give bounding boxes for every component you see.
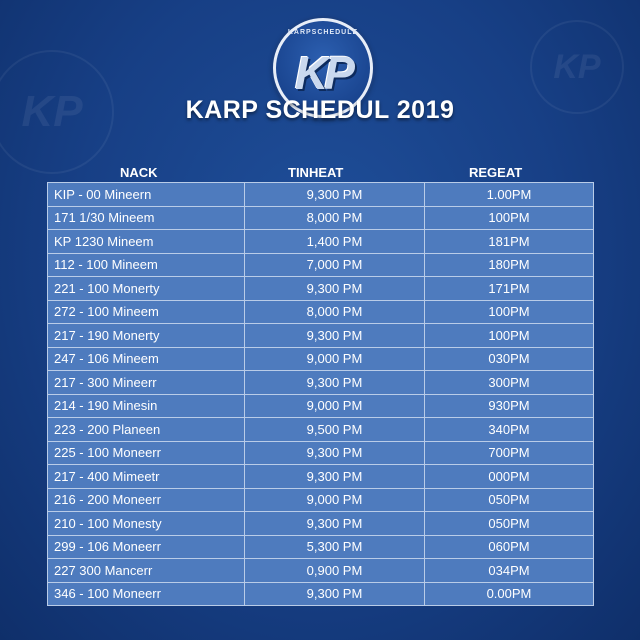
column-header-regeat: REGEAT — [469, 165, 523, 180]
cell-nack: 217 - 400 Mimeetr — [48, 465, 245, 489]
cell-nack: 214 - 190 Minesin — [48, 394, 245, 418]
cell-nack: 171 1/30 Mineem — [48, 206, 245, 230]
table-header — [47, 165, 594, 181]
cell-nack: KP 1230 Mineem — [48, 230, 245, 254]
cell-nack: 221 - 100 Monerty — [48, 277, 245, 301]
cell-tinheat: 9,300 PM — [244, 441, 424, 465]
cell-nack: 225 - 100 Moneerr — [48, 441, 245, 465]
cell-regeat: 030PM — [424, 347, 593, 371]
cell-regeat: 100PM — [424, 206, 593, 230]
logo-ring-text: KARPSCHEDULE — [287, 29, 359, 36]
cell-nack: 299 - 106 Moneerr — [48, 535, 245, 559]
cell-tinheat: 9,300 PM — [244, 183, 424, 207]
table-row — [48, 183, 594, 207]
cell-regeat: 180PM — [424, 253, 593, 277]
table-row — [48, 371, 594, 395]
cell-regeat: 034PM — [424, 559, 593, 583]
table-row — [48, 230, 594, 254]
cell-nack: 272 - 100 Mineem — [48, 300, 245, 324]
table-row — [48, 582, 594, 606]
table-row — [48, 488, 594, 512]
table-row — [48, 465, 594, 489]
cell-regeat: 100PM — [424, 324, 593, 348]
cell-nack: 217 - 300 Mineerr — [48, 371, 245, 395]
table-row — [48, 347, 594, 371]
cell-nack: 112 - 100 Mineem — [48, 253, 245, 277]
table-row — [48, 206, 594, 230]
background-watermark-logo: KP — [0, 50, 114, 174]
cell-tinheat: 9,300 PM — [244, 324, 424, 348]
logo-monogram: KP — [295, 47, 351, 99]
cell-nack: KIP - 00 Mineern — [48, 183, 245, 207]
cell-regeat: 050PM — [424, 512, 593, 536]
cell-regeat: 300PM — [424, 371, 593, 395]
schedule-table — [47, 182, 594, 606]
table-row — [48, 277, 594, 301]
cell-tinheat: 0,900 PM — [244, 559, 424, 583]
cell-nack: 223 - 200 Planeen — [48, 418, 245, 442]
cell-tinheat: 9,000 PM — [244, 347, 424, 371]
cell-tinheat: 9,000 PM — [244, 488, 424, 512]
schedule-table-body — [48, 183, 594, 606]
cell-regeat: 171PM — [424, 277, 593, 301]
cell-tinheat: 9,300 PM — [244, 582, 424, 606]
column-header-tinheat: TINHEAT — [288, 165, 344, 180]
table-row — [48, 253, 594, 277]
cell-tinheat: 9,500 PM — [244, 418, 424, 442]
table-row — [48, 324, 594, 348]
cell-regeat: 100PM — [424, 300, 593, 324]
cell-tinheat: 9,000 PM — [244, 394, 424, 418]
cell-regeat: 1.00PM — [424, 183, 593, 207]
cell-regeat: 340PM — [424, 418, 593, 442]
cell-regeat: 181PM — [424, 230, 593, 254]
cell-regeat: 930PM — [424, 394, 593, 418]
cell-regeat: 060PM — [424, 535, 593, 559]
cell-regeat: 700PM — [424, 441, 593, 465]
table-row — [48, 394, 594, 418]
table-row — [48, 418, 594, 442]
table-row — [48, 512, 594, 536]
column-header-nack: NACK — [120, 165, 158, 180]
table-row — [48, 535, 594, 559]
page-title: KARP SCHEDUL 2019 — [185, 96, 455, 124]
cell-tinheat: 7,000 PM — [244, 253, 424, 277]
cell-nack: 210 - 100 Monesty — [48, 512, 245, 536]
cell-tinheat: 9,300 PM — [244, 465, 424, 489]
cell-nack: 247 - 106 Mineem — [48, 347, 245, 371]
cell-regeat: 000PM — [424, 465, 593, 489]
cell-nack: 227 300 Mancerr — [48, 559, 245, 583]
cell-tinheat: 8,000 PM — [244, 206, 424, 230]
table-row — [48, 559, 594, 583]
cell-regeat: 0.00PM — [424, 582, 593, 606]
cell-tinheat: 9,300 PM — [244, 512, 424, 536]
cell-tinheat: 9,300 PM — [244, 371, 424, 395]
table-row — [48, 300, 594, 324]
background-watermark-logo: KP — [530, 20, 624, 114]
cell-tinheat: 1,400 PM — [244, 230, 424, 254]
cell-nack: 217 - 190 Monerty — [48, 324, 245, 348]
cell-regeat: 050PM — [424, 488, 593, 512]
table-row — [48, 441, 594, 465]
cell-nack: 346 - 100 Moneerr — [48, 582, 245, 606]
cell-tinheat: 8,000 PM — [244, 300, 424, 324]
cell-nack: 216 - 200 Moneerr — [48, 488, 245, 512]
cell-tinheat: 9,300 PM — [244, 277, 424, 301]
cell-tinheat: 5,300 PM — [244, 535, 424, 559]
